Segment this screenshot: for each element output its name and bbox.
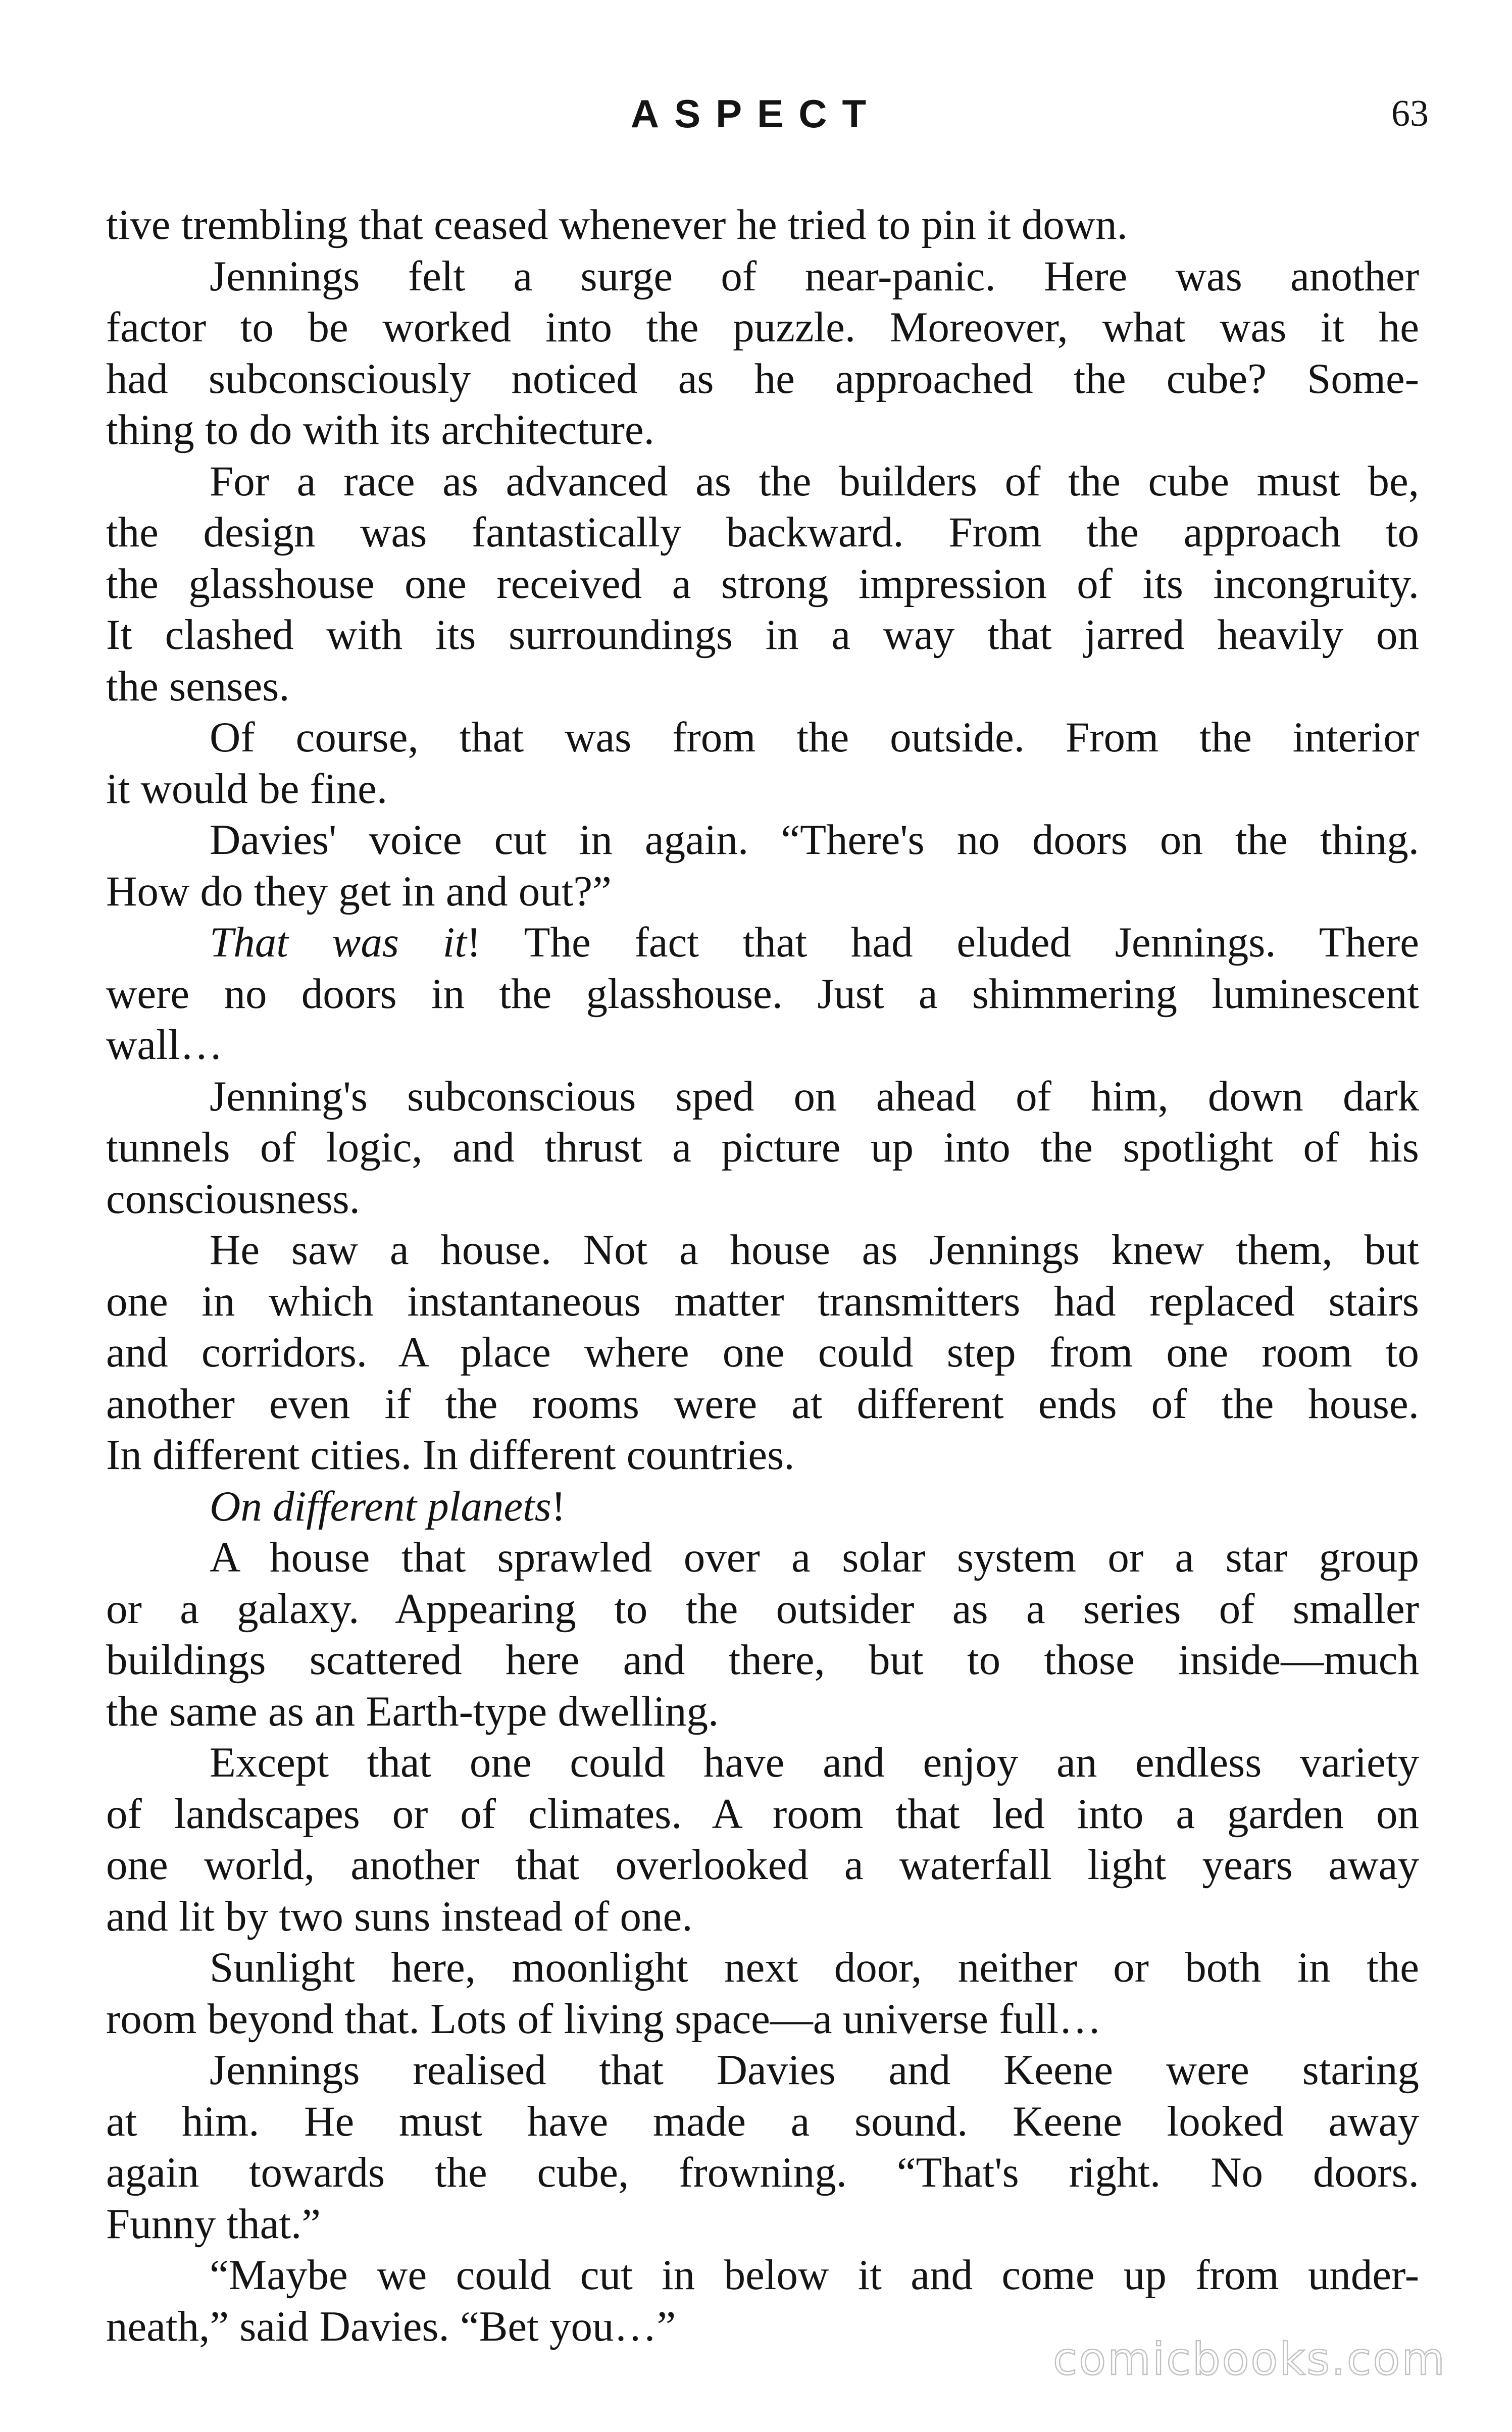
text-line: of landscapes or of climates. A room that led into a garden on (106, 1790, 1419, 1838)
italic-emphasis: That was it (210, 919, 467, 966)
text-line: That was it! The fact that had eluded Jennings. There (210, 919, 1419, 966)
running-title: ASPECT (630, 91, 882, 136)
text-line: Sunlight here, moonlight next door, neither or both in the (210, 1944, 1419, 1991)
text-line: tive trembling that ceased whenever he tried to pin it down. (106, 201, 1128, 248)
text-line: one in which instantaneous matter transmitters had replaced stairs (106, 1277, 1419, 1325)
text-line: He saw a house. Not a house as Jennings knew them, but (210, 1226, 1419, 1274)
text-line: Funny that.” (106, 2200, 321, 2248)
text-line: and lit by two suns instead of one. (106, 1892, 693, 1940)
text-line: wall… (106, 1021, 223, 1069)
text-line: the same as an Earth-type dwelling. (106, 1687, 719, 1735)
text-line: again towards the cube, frowning. “That's right. No doors. (106, 2149, 1419, 2196)
text-line: consciousness. (106, 1175, 360, 1223)
text-line: Jennings felt a surge of near-panic. Here was another (210, 252, 1419, 300)
watermark: comicbooks.com (1052, 2333, 1446, 2385)
text-line: had subconsciously noticed as he approached the cube? Some- (106, 354, 1419, 402)
page-number: 63 (1391, 93, 1429, 134)
text-line: neath,” said Davies. “Bet you…” (106, 2302, 676, 2350)
text-line: thing to do with its architecture. (106, 406, 654, 453)
text-line: “Maybe we could cut in below it and come up from under- (210, 2251, 1419, 2299)
text-line: the senses. (106, 662, 290, 710)
text-line: the glasshouse one received a strong impression of its incongruity. (106, 560, 1419, 607)
text-line: were no doors in the glasshouse. Just a shimmering luminescent (106, 970, 1419, 1018)
text-line: Except that one could have and enjoy an endless variety (210, 1739, 1419, 1786)
text-line: Jenning's subconscious sped on ahead of him, down dark (210, 1072, 1419, 1120)
text-line: In different cities. In different countries. (106, 1431, 795, 1479)
text-line: at him. He must have made a sound. Keene looked away (106, 2097, 1419, 2145)
text-line: or a galaxy. Appearing to the outsider as a series of smaller (106, 1585, 1419, 1633)
text-line: A house that sprawled over a solar system or a star group (210, 1534, 1419, 1581)
text-line: factor to be worked into the puzzle. Moreover, what was it he (106, 303, 1419, 351)
text-line: tunnels of logic, and thrust a picture up into the spotlight of his (106, 1124, 1419, 1171)
text-line: the design was fantastically backward. From the approach to (106, 509, 1419, 556)
text-line: On different planets! (210, 1482, 566, 1530)
page-header (0, 86, 1512, 141)
text-line: another even if the rooms were at different ends of the house. (106, 1380, 1419, 1428)
text-line: Jennings realised that Davies and Keene were staring (210, 2046, 1419, 2094)
text-line: How do they get in and out?” (106, 867, 612, 915)
text-line: and corridors. A place where one could step from one room to (106, 1329, 1419, 1376)
text-line: For a race as advanced as the builders of the cube must be, (210, 457, 1419, 505)
text-line: one world, another that overlooked a waterfall light years away (106, 1841, 1419, 1889)
text-line: It clashed with its surroundings in a way that jarred heavily on (106, 611, 1419, 658)
text-line: room beyond that. Lots of living space—a universe full… (106, 1995, 1102, 2043)
text-line: Davies' voice cut in again. “There's no doors on the thing. (210, 816, 1419, 864)
text-line: buildings scattered here and there, but to those inside—much (106, 1636, 1419, 1684)
body-text (106, 199, 1419, 2352)
italic-emphasis: On different planets (210, 1482, 551, 1530)
text-line: it would be fine. (106, 765, 388, 813)
text-line: Of course, that was from the outside. From the interior (210, 714, 1419, 761)
